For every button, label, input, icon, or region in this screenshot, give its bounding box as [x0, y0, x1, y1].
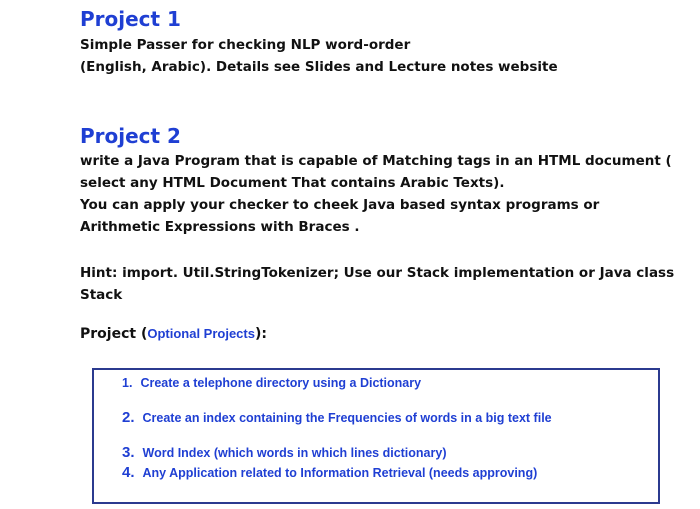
item-text: Any Application related to Information Retrieval (needs approving) [142, 466, 538, 480]
project1-line: Simple Passer for checking NLP word-order [80, 37, 411, 53]
optional-prefix: Project ( [80, 326, 148, 342]
item-text: Create a telephone directory using a Dictionary [140, 376, 422, 390]
project2-heading: Project 2 [80, 124, 181, 148]
item-number: 2. [122, 409, 135, 426]
optional-item-1 [122, 376, 421, 390]
item-text: Word Index (which words in which lines dictionary) [142, 446, 447, 460]
project1-heading: Project 1 [80, 7, 181, 31]
project2-line: write a Java Program that is capable of Matching tags in an HTML document ( [80, 153, 672, 169]
optional-projects-box [92, 368, 660, 504]
item-number: 4. [122, 464, 135, 481]
project2-line: select any HTML Document That contains Arabic Texts). [80, 175, 505, 191]
project1-line: (English, Arabic). Details see Slides and Lecture notes website [80, 59, 558, 75]
hint-line: Hint: import. Util.StringTokenizer; Use our Stack implementation or Java class [80, 265, 675, 281]
project2-line: Arithmetic Expressions with Braces . [80, 219, 360, 235]
optional-suffix: ): [254, 326, 267, 342]
optional-item-3 [122, 444, 446, 461]
item-number: 1. [122, 376, 133, 390]
hint-line: Stack [80, 287, 123, 303]
optional-projects-label [80, 326, 267, 342]
project1-description [80, 34, 558, 78]
item-text: Create an index containing the Frequencies of words in a big text file [142, 411, 552, 425]
project2-description [80, 150, 672, 238]
optional-item-2 [122, 409, 552, 426]
optional-item-4 [122, 464, 537, 481]
project2-line: You can apply your checker to cheek Java based syntax programs or [80, 197, 600, 213]
project2-hint [80, 262, 674, 306]
item-number: 3. [122, 444, 135, 461]
optional-inner: Optional Projects [147, 326, 255, 341]
